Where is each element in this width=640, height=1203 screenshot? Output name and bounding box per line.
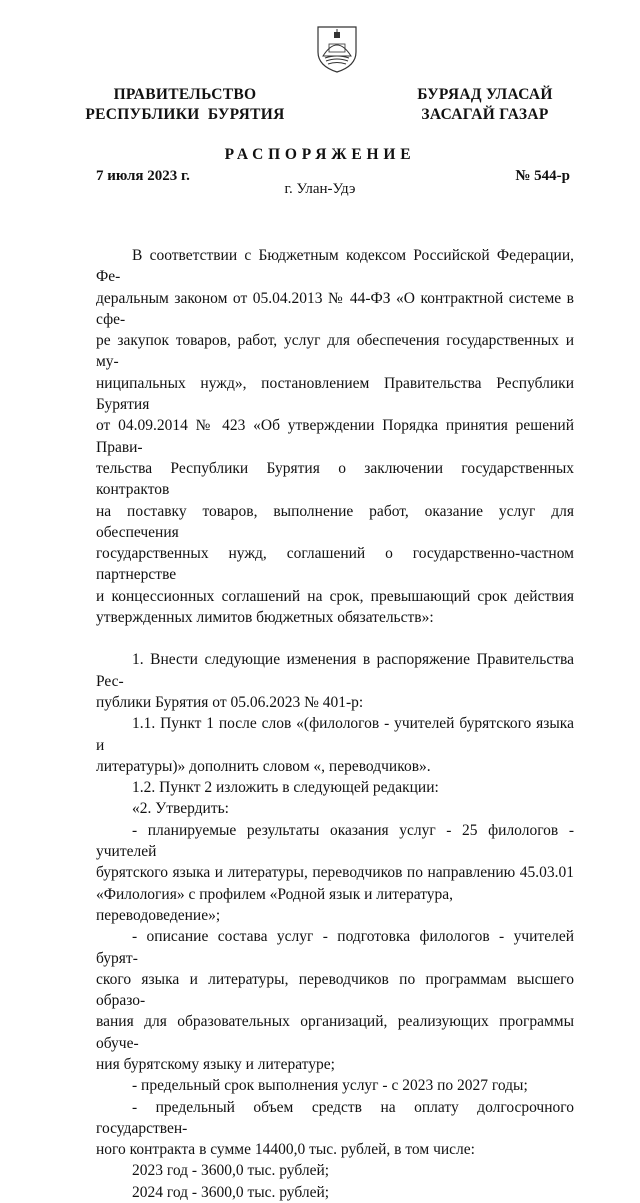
item-line: «2. Утвердить:	[132, 800, 229, 818]
gov-name-line1: ПРАВИТЕЛЬСТВО	[113, 86, 257, 103]
item-line: литературы)» дополнить словом «, переводчиков».	[96, 757, 431, 775]
item-line: - предельный объем средств на оплату долгосрочного государствен-	[96, 1098, 574, 1137]
item-line: 1.1. Пункт 1 после слов «(филологов - учителей бурятского языка и	[96, 715, 574, 754]
item-line: - планируемые результаты оказания услуг - 25 филологов - учителей	[96, 821, 574, 861]
preamble-line: тельства Республики Бурятия о заключении государственных контрактов	[96, 459, 574, 499]
item-line: «Филология» с профилем «Родной язык и литература, переводоведение»;	[96, 885, 454, 924]
preamble-line: ниципальных нужд», постановлением Правительства Республики Бурятия	[96, 374, 574, 414]
item-line: ского языка и литературы, переводчиков по программам высшего образо-	[96, 970, 574, 1010]
item-line: 1.2. Пункт 2 изложить в следующей редакции:	[132, 779, 439, 797]
document-body	[96, 245, 574, 1203]
preamble-line: государственных нужд, соглашений о государственно-частном партнерстве	[96, 545, 574, 584]
document-city: г. Улан-Удэ	[284, 181, 356, 197]
document-title: РАСПОРЯЖЕНИЕ	[224, 146, 416, 163]
preamble-line: деральным законом от 05.04.2013 № 44-ФЗ «О контрактной системе в сфе-	[96, 289, 574, 328]
preamble-line: на поставку товаров, выполнение работ, оказание услуг для обеспечения	[96, 502, 574, 541]
item-line: - описание состава услуг - подготовка филологов - учителей бурят-	[96, 928, 574, 967]
document-number: № 544-р	[515, 168, 570, 184]
preamble-line: ре закупок товаров, работ, услуг для обеспечения государственных и му-	[96, 332, 574, 371]
preamble-line: В соответствии с Бюджетным кодексом Российской Федерации, Фе-	[96, 247, 574, 286]
item-line: публики Бурятия от 05.06.2023 № 401-р:	[96, 693, 364, 711]
gov-name-russian	[80, 85, 290, 125]
item-line: ния бурятскому языку и литературе;	[96, 1055, 335, 1073]
item-line: ного контракта в сумме 14400,0 тыс. рублей, в том числе:	[96, 1141, 475, 1159]
item-line: 2024 год - 3600,0 тыс. рублей;	[132, 1183, 330, 1201]
coat-of-arms-emblem	[315, 24, 359, 74]
gov-name-buryat-line2: ЗАСАГАЙ ГАЗАР	[421, 106, 549, 123]
item-line: 2023 год - 3600,0 тыс. рублей;	[132, 1162, 330, 1180]
gov-name-line2: РЕСПУБЛИКИ БУРЯТИЯ	[85, 106, 285, 123]
item-line: 1. Внести следующие изменения в распоряжение Правительства Рес-	[96, 651, 574, 690]
item-line: бурятского языка и литературы, переводчиков по направлению 45.03.01	[96, 864, 574, 882]
preamble-line: от 04.09.2014 № 423 «Об утверждении Порядка принятия решений Прави-	[96, 417, 574, 456]
preamble-line: утвержденных лимитов бюджетных обязательств»:	[96, 609, 434, 627]
preamble-line: и концессионных соглашений на срок, превышающий срок действия	[96, 587, 574, 605]
document-date: 7 июля 2023 г.	[96, 168, 190, 184]
gov-name-buryat-line1: БУРЯАД УЛАСАЙ	[417, 86, 553, 103]
item-line: вания для образовательных организаций, реализующих программы обуче-	[96, 1013, 574, 1052]
gov-name-buryat	[400, 85, 570, 125]
item-line: - предельный срок выполнения услуг - с 2023 по 2027 годы;	[132, 1077, 528, 1095]
